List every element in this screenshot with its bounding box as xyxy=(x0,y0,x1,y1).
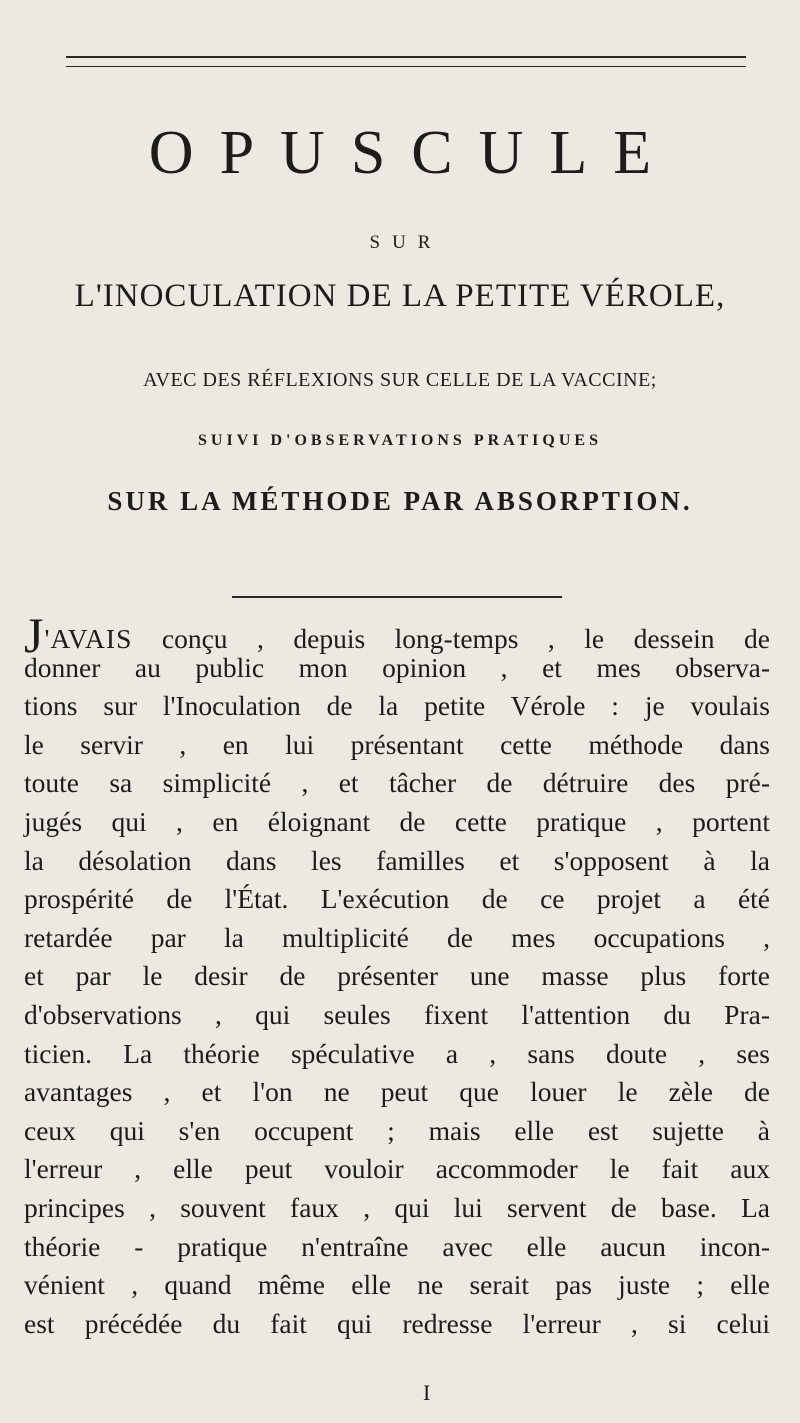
body-line: J'AVAIS conçu , depuis long-temps , le dessein de xyxy=(24,607,770,663)
body-line: donner au public mon opinion , et mes observa- xyxy=(24,651,770,683)
body-line: tions sur l'Inoculation de la petite Vérole : je voulais xyxy=(24,690,770,722)
page-title: OPUSCULE xyxy=(148,119,678,187)
body-line: le servir , en lui présentant cette méthode dans xyxy=(24,728,770,760)
subtitle-sur: SUR xyxy=(369,232,443,253)
subtitle-reflexions: AVEC DES RÉFLEXIONS SUR CELLE DE LA VACCINE; xyxy=(143,369,657,391)
body-line: vénient , quand même elle ne serait pas juste ; elle xyxy=(24,1269,770,1301)
first-word: 'AVAIS xyxy=(44,623,133,654)
body-line: jugés qui , en éloignant de cette pratique , portent xyxy=(24,805,770,837)
body-line: ticien. La théorie spéculative a , sans doute , ses xyxy=(24,1037,770,1069)
subtitle-methode: SUR LA MÉTHODE PAR ABSORPTION. xyxy=(107,486,693,516)
drop-cap: J xyxy=(24,607,44,663)
body-line: toute sa simplicité , et tâcher de détruire des pré- xyxy=(24,767,770,799)
body-line: la désolation dans les familles et s'opposent à la xyxy=(24,844,770,876)
body-line: théorie - pratique n'entraîne avec elle aucun incon- xyxy=(24,1230,770,1262)
body-line: d'observations , qui seules fixent l'attention du Pra- xyxy=(24,998,770,1030)
body-line: retardée par la multiplicité de mes occupations , xyxy=(24,921,770,953)
body-line: est précédée du fait qui redresse l'erreur , si celui xyxy=(24,1307,770,1339)
body-paragraph xyxy=(24,607,770,1343)
body-line: ceux qui s'en occupent ; mais elle est sujette à xyxy=(24,1114,770,1146)
subtitle-inoculation: L'INOCULATION DE LA PETITE VÉROLE, xyxy=(74,278,726,314)
section-divider xyxy=(232,596,562,598)
body-line: et par le desir de présenter une masse plus forte xyxy=(24,960,770,992)
top-rule xyxy=(66,56,746,58)
body-line: principes , souvent faux , qui lui servent de base. La xyxy=(24,1191,770,1223)
top-rule-thin xyxy=(66,66,746,67)
body-line: avantages , et l'on ne peut que louer le zèle de xyxy=(24,1076,770,1108)
body-line: l'erreur , elle peut vouloir accommoder le fait aux xyxy=(24,1153,770,1185)
body-line: prospérité de l'État. L'exécution de ce projet a été xyxy=(24,883,770,915)
signature-mark: I xyxy=(423,1380,431,1405)
subtitle-observations: SUIVI D'OBSERVATIONS PRATIQUES xyxy=(198,432,602,449)
